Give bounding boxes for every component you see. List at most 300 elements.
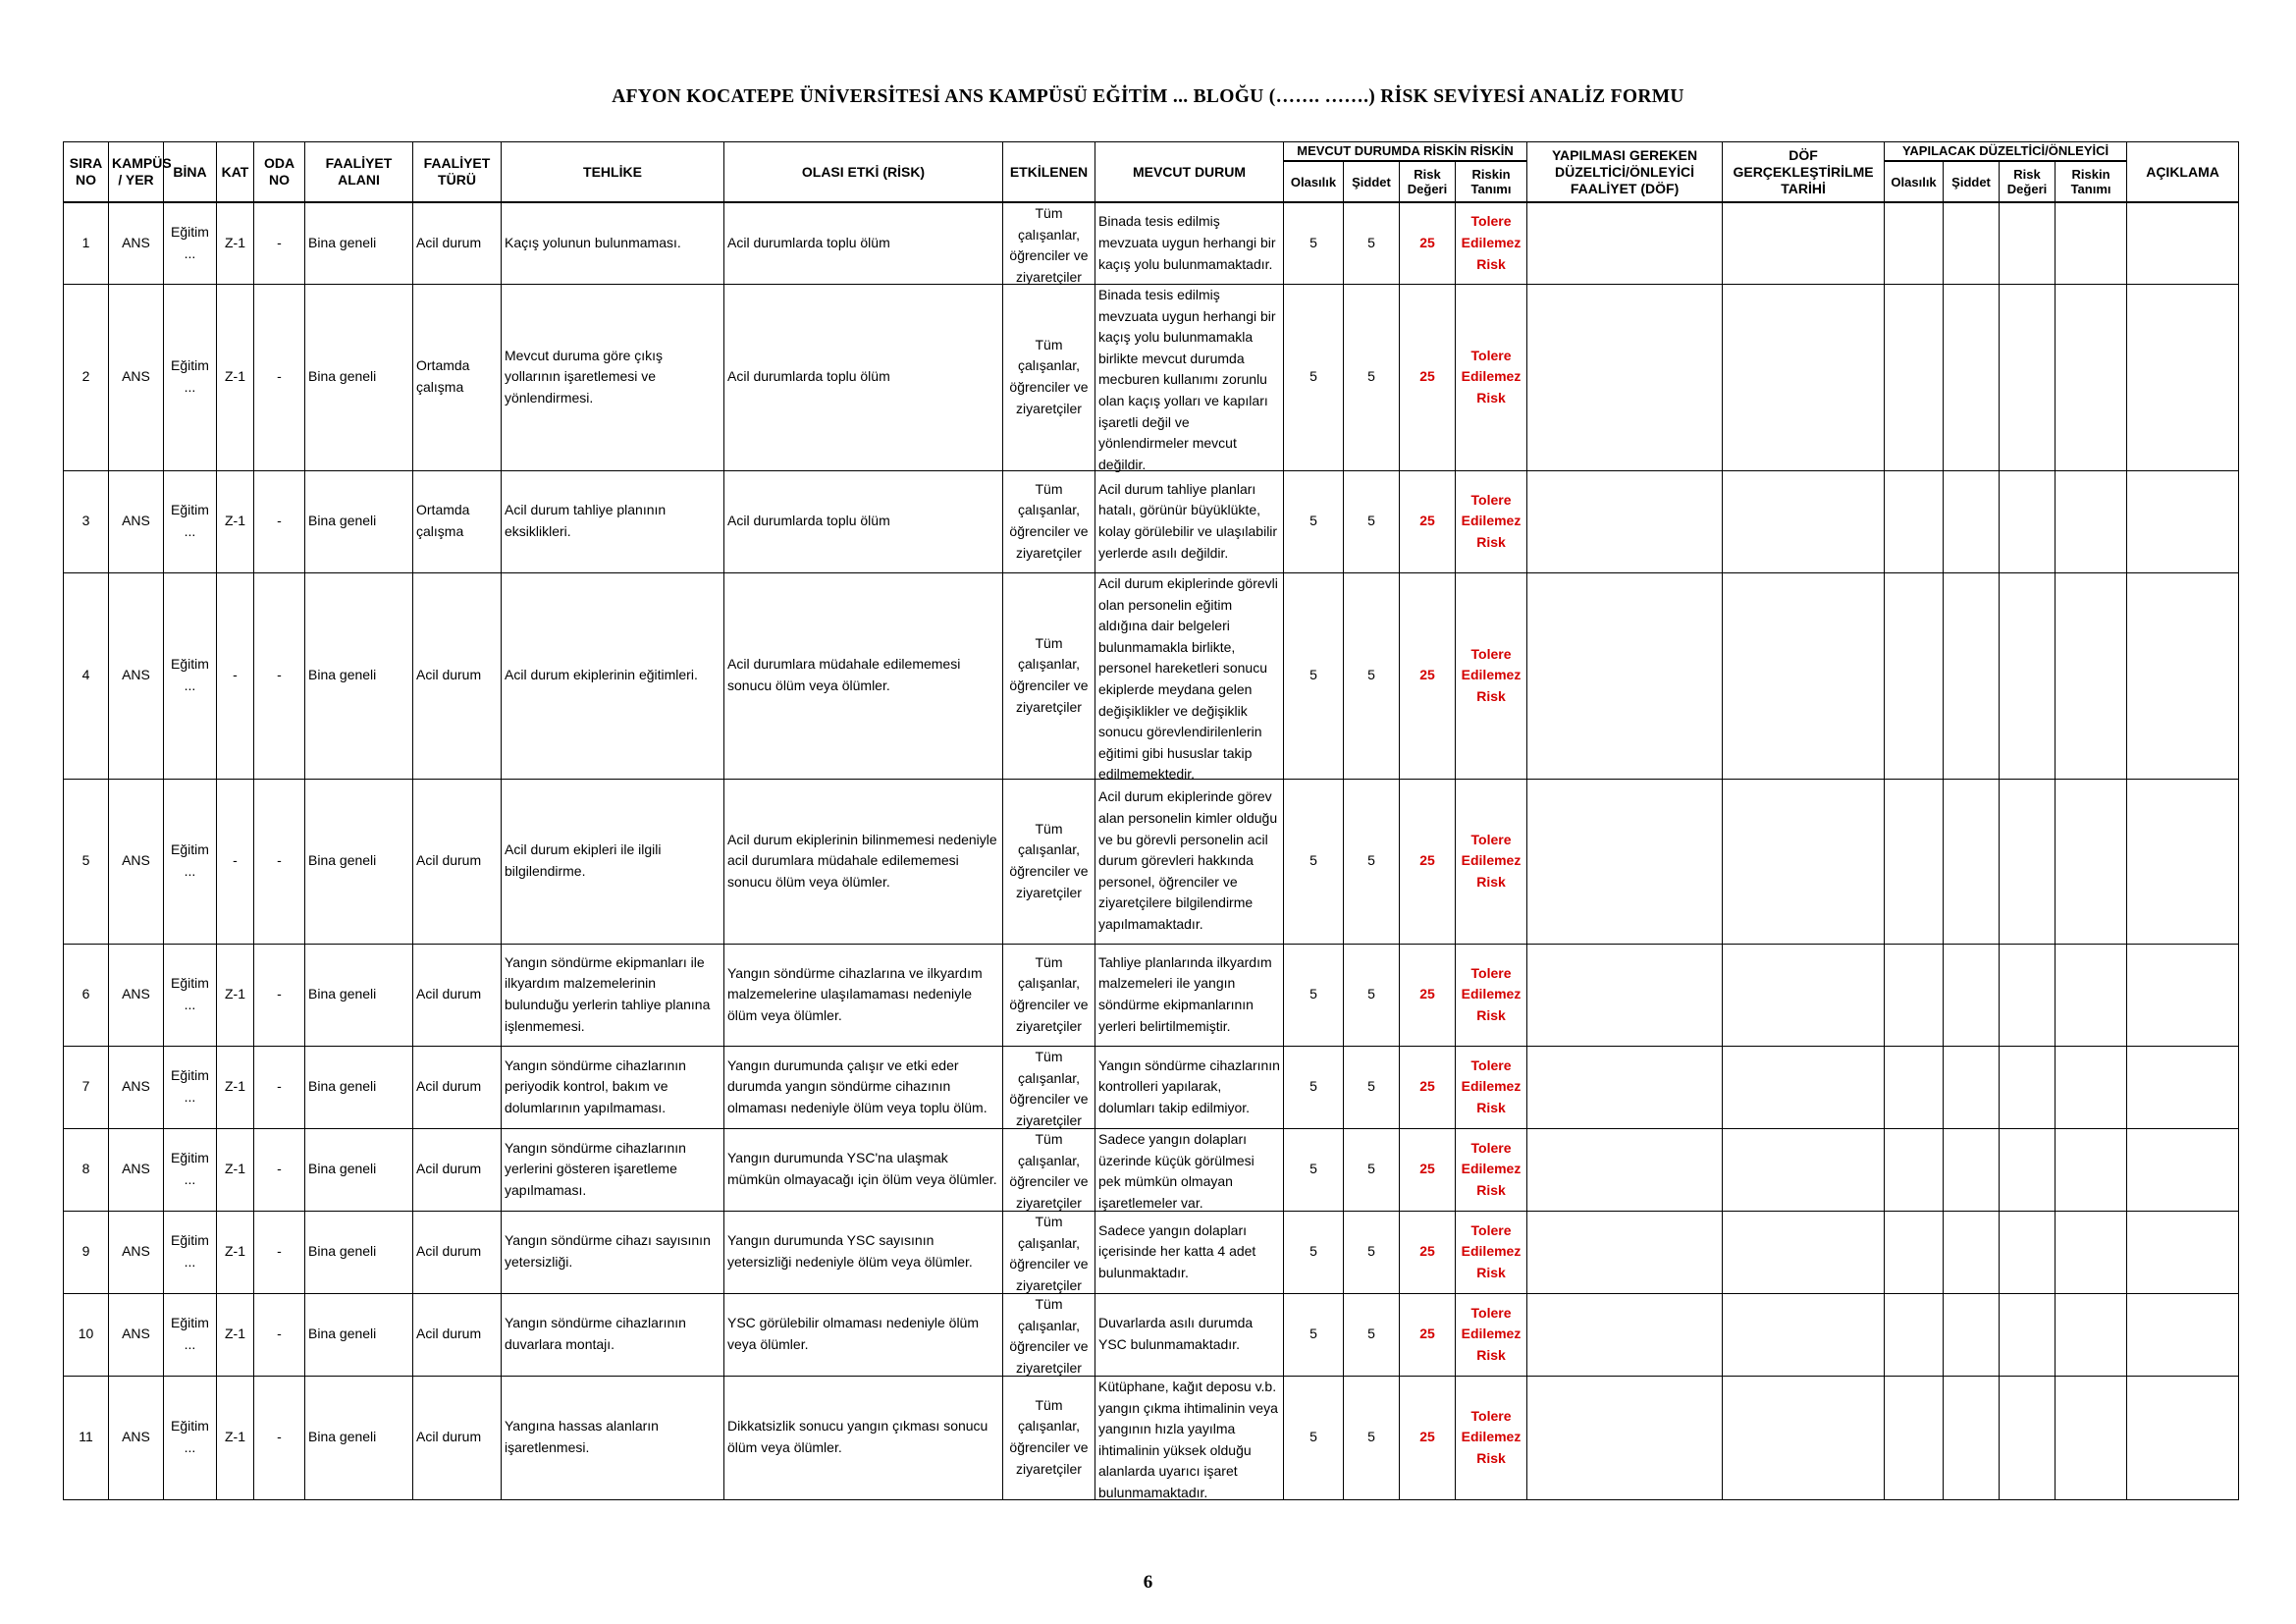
bina-text: Eğitim ... <box>171 1067 209 1105</box>
cell-mevcut-durum <box>1095 202 1284 284</box>
cell-olasilik <box>1284 779 1344 944</box>
cell-bina <box>164 1128 217 1211</box>
kat-text: - <box>233 852 238 869</box>
row-no-text: 2 <box>81 368 90 385</box>
cell-dof <box>1527 1376 1723 1499</box>
cell-etkilenen <box>1003 1046 1095 1128</box>
faaliyet-alani-text: Bina geneli <box>308 1326 377 1342</box>
cell-riskin-tanimi-2 <box>2056 1046 2127 1128</box>
cell-dof <box>1527 779 1723 944</box>
kat-text: Z-1 <box>225 1161 245 1177</box>
olasilik-text: 5 <box>1309 986 1317 1002</box>
cell-faaliyet-turu <box>413 1046 502 1128</box>
cell-risk-degeri <box>1400 1046 1456 1128</box>
etkilenen-text: Tüm çalışanlar, öğrenciler ve ziyaretçiler <box>1009 1049 1089 1128</box>
cell-riskin-tanimi-2 <box>2056 572 2127 779</box>
cell-olasilik <box>1284 284 1344 470</box>
faaliyet-alani-text: Bina geneli <box>308 1161 377 1177</box>
cell-riskin-tanimi <box>1456 1376 1527 1499</box>
olasi-etki-text: Dikkatsizlik sonucu yangın çıkması sonucu ölüm veya ölümler. <box>727 1418 988 1455</box>
cell-aciklama <box>2127 470 2239 572</box>
oda-no-text: - <box>277 1326 282 1342</box>
risk-analysis-table <box>63 141 2239 1500</box>
oda-no-text: - <box>277 852 282 869</box>
cell-oda-no <box>254 1376 305 1499</box>
cell-mevcut-durum <box>1095 470 1284 572</box>
cell-siddet-2 <box>1944 572 2000 779</box>
riskin-tanimi-text: Tolere Edilemez Risk <box>1461 831 1522 890</box>
faaliyet-turu-text: Acil durum <box>416 1078 482 1095</box>
kampus-text: ANS <box>122 1429 150 1445</box>
risk-degeri-text: 25 <box>1419 1161 1435 1177</box>
siddet-text: 5 <box>1367 1326 1375 1342</box>
cell-olasilik <box>1284 1293 1344 1376</box>
bina-text: Eğitim ... <box>171 1315 209 1352</box>
header-dof-tarih: DÖF GERÇEKLEŞTİRİLME TARİHİ <box>1723 142 1885 203</box>
cell-riskin-tanimi <box>1456 944 1527 1046</box>
cell-kampus <box>109 1376 164 1499</box>
cell-etkilenen <box>1003 284 1095 470</box>
cell-riskin-tanimi <box>1456 572 1527 779</box>
cell-risk-degeri <box>1400 1211 1456 1293</box>
olasilik-text: 5 <box>1309 667 1317 683</box>
tehlike-text: Yangın söndürme cihazlarının yerlerini gösteren işaretleme yapılmaması. <box>505 1139 686 1198</box>
cell-risk-degeri <box>1400 779 1456 944</box>
kampus-text: ANS <box>122 513 150 529</box>
riskin-tanimi-text: Tolere Edilemez Risk <box>1461 964 1522 1023</box>
cell-faaliyet-alani <box>305 202 413 284</box>
cell-risk-degeri <box>1400 1293 1456 1376</box>
mevcut-durum-text: Binada tesis edilmiş mevzuata uygun herhangi bir kaçış yolu bulunmamaktadır. <box>1098 213 1276 272</box>
cell-olasi-etki <box>724 1046 1003 1128</box>
cell-risk-degeri <box>1400 572 1456 779</box>
header-bina: BİNA <box>164 142 217 203</box>
kampus-text: ANS <box>122 1161 150 1177</box>
table-row <box>64 944 2239 1046</box>
cell-etkilenen <box>1003 470 1095 572</box>
cell-row-no <box>64 1293 109 1376</box>
cell-olasi-etki <box>724 470 1003 572</box>
cell-kat <box>217 284 254 470</box>
olasi-etki-text: Acil durumlarda toplu ölüm <box>727 368 890 385</box>
cell-tehlike <box>502 572 724 779</box>
risk-degeri-text: 25 <box>1419 234 1435 250</box>
cell-siddet-2 <box>1944 1046 2000 1128</box>
oda-no-text: - <box>277 667 282 683</box>
cell-riskin-tanimi-2 <box>2056 779 2127 944</box>
cell-olasi-etki <box>724 944 1003 1046</box>
etkilenen-text: Tüm çalışanlar, öğrenciler ve ziyaretçiler <box>1009 205 1089 286</box>
header-risk-degeri: Risk Değeri <box>1400 161 1456 202</box>
riskin-tanimi-text: Tolere Edilemez Risk <box>1461 1407 1522 1466</box>
cell-riskin-tanimi-2 <box>2056 1376 2127 1499</box>
cell-siddet-2 <box>1944 944 2000 1046</box>
cell-bina <box>164 944 217 1046</box>
cell-dof <box>1527 470 1723 572</box>
cell-row-no <box>64 944 109 1046</box>
cell-risk-degeri-2 <box>2000 1128 2056 1211</box>
cell-etkilenen <box>1003 1128 1095 1211</box>
kat-text: Z-1 <box>225 1243 245 1260</box>
cell-kampus <box>109 572 164 779</box>
mevcut-durum-text: Acil durum ekiplerinde görevli olan personelin eğitim aldığına dair belgeleri bulunmamakla birlikte, personel hareketleri sonucu ekiplerde meydana gelen değişiklikler ve değişiklik sonucu görevlendirilenlerin eğitimi gibi hususlar takip edilmemektedir. <box>1098 575 1278 783</box>
row-no-text: 7 <box>81 1078 90 1095</box>
row-no-text: 11 <box>79 1429 93 1445</box>
mevcut-durum-text: Tahliye planlarında ilkyardım malzemeleri ile yangın söndürme ekipmanlarının yerleri belirtilmemiştir. <box>1098 953 1272 1034</box>
faaliyet-turu-text: Acil durum <box>416 1243 482 1260</box>
cell-oda-no <box>254 1046 305 1128</box>
siddet-text: 5 <box>1367 1243 1375 1260</box>
cell-faaliyet-turu <box>413 1128 502 1211</box>
siddet-text: 5 <box>1367 986 1375 1002</box>
faaliyet-alani-text: Bina geneli <box>308 852 377 869</box>
riskin-tanimi-text: Tolere Edilemez Risk <box>1461 1139 1522 1198</box>
riskin-tanimi-text: Tolere Edilemez Risk <box>1461 1221 1522 1280</box>
cell-kampus <box>109 202 164 284</box>
cell-faaliyet-turu <box>413 1376 502 1499</box>
cell-kampus <box>109 1128 164 1211</box>
cell-mevcut-durum <box>1095 1211 1284 1293</box>
cell-faaliyet-turu <box>413 202 502 284</box>
cell-etkilenen <box>1003 1293 1095 1376</box>
cell-dof <box>1527 202 1723 284</box>
table-row <box>64 1128 2239 1211</box>
cell-tehlike <box>502 284 724 470</box>
cell-faaliyet-alani <box>305 1128 413 1211</box>
cell-riskin-tanimi <box>1456 1293 1527 1376</box>
olasi-etki-text: Acil durumlara müdahale edilememesi sonucu ölüm veya ölümler. <box>727 656 961 693</box>
cell-dof <box>1527 572 1723 779</box>
faaliyet-alani-text: Bina geneli <box>308 1243 377 1260</box>
cell-olasi-etki <box>724 202 1003 284</box>
form-title: AFYON KOCATEPE ÜNİVERSİTESİ ANS KAMPÜSÜ EĞİTİM ... BLOĞU (……. …….) RİSK SEVİYESİ ANALİZ FORMU <box>612 86 1684 107</box>
olasi-etki-text: YSC görülebilir olmaması nedeniyle ölüm veya ölümler. <box>727 1315 980 1352</box>
cell-kat <box>217 572 254 779</box>
olasilik-text: 5 <box>1309 1161 1317 1177</box>
cell-olasilik-2 <box>1885 470 1944 572</box>
header-faaliyet-turu: FAALİYET TÜRÜ <box>413 142 502 203</box>
risk-degeri-text: 25 <box>1419 1243 1435 1260</box>
cell-siddet-2 <box>1944 779 2000 944</box>
risk-degeri-text: 25 <box>1419 368 1435 385</box>
cell-row-no <box>64 1128 109 1211</box>
kat-text: Z-1 <box>225 1326 245 1342</box>
cell-olasi-etki <box>724 1376 1003 1499</box>
cell-faaliyet-alani <box>305 1046 413 1128</box>
cell-aciklama <box>2127 944 2239 1046</box>
siddet-text: 5 <box>1367 1429 1375 1445</box>
cell-oda-no <box>254 572 305 779</box>
risk-degeri-text: 25 <box>1419 513 1435 529</box>
mevcut-durum-text: Kütüphane, kağıt deposu v.b. yangın çıkma ihtimalinin veya yangının hızla yayılma ihtimalinin yüksek olduğu alanlarda uyarıcı işaret bulunmamaktadır. <box>1098 1379 1278 1500</box>
olasilik-text: 5 <box>1309 852 1317 869</box>
cell-tehlike <box>502 202 724 284</box>
mevcut-durum-text: Acil durum ekiplerinde görev alan personelin kimler olduğu ve bu görevli personelin acil durum görevleri hakkında personel, öğrenciler ve ziyaretçilere bilgilendirme yapılmamaktadır. <box>1098 788 1278 932</box>
cell-mevcut-durum <box>1095 572 1284 783</box>
cell-siddet <box>1344 944 1400 1046</box>
risk-degeri-text: 25 <box>1419 1326 1435 1342</box>
cell-bina <box>164 1046 217 1128</box>
risk-degeri-text: 25 <box>1419 1429 1435 1445</box>
faaliyet-turu-text: Acil durum <box>416 1161 482 1177</box>
cell-dof-tarih <box>1723 572 1885 779</box>
cell-olasilik-2 <box>1885 1293 1944 1376</box>
header-siddet-2: Şiddet <box>1944 161 2000 202</box>
cell-riskin-tanimi <box>1456 284 1527 470</box>
oda-no-text: - <box>277 1243 282 1260</box>
kat-text: Z-1 <box>225 986 245 1002</box>
bina-text: Eğitim ... <box>171 656 209 693</box>
etkilenen-text: Tüm çalışanlar, öğrenciler ve ziyaretçiler <box>1009 1214 1089 1293</box>
faaliyet-alani-text: Bina geneli <box>308 368 377 385</box>
cell-siddet <box>1344 1376 1400 1499</box>
risk-degeri-text: 25 <box>1419 986 1435 1002</box>
cell-faaliyet-turu <box>413 572 502 779</box>
cell-kat <box>217 1046 254 1128</box>
faaliyet-turu-text: Acil durum <box>416 986 482 1002</box>
mevcut-durum-text: Binada tesis edilmiş mevzuata uygun herhangi bir kaçış yolu bulunmamakla birlikte mevcut durumda mecburen kullanımı zorunlu olan kaçış yolları ve kapıları işaretli değil ve yönlendirmeler mevcut değildir. <box>1098 287 1276 472</box>
cell-riskin-tanimi-2 <box>2056 1293 2127 1376</box>
etkilenen-text: Tüm çalışanlar, öğrenciler ve ziyaretçiler <box>1009 634 1089 715</box>
cell-etkilenen <box>1003 944 1095 1046</box>
cell-bina <box>164 779 217 944</box>
cell-riskin-tanimi-2 <box>2056 470 2127 572</box>
kampus-text: ANS <box>122 1243 150 1260</box>
oda-no-text: - <box>277 1078 282 1095</box>
cell-olasilik <box>1284 1211 1344 1293</box>
cell-risk-degeri <box>1400 1128 1456 1211</box>
cell-dof-tarih <box>1723 1293 1885 1376</box>
cell-faaliyet-turu <box>413 779 502 944</box>
risk-degeri-text: 25 <box>1419 1078 1435 1095</box>
cell-risk-degeri-2 <box>2000 470 2056 572</box>
cell-kat <box>217 1293 254 1376</box>
cell-siddet-2 <box>1944 1293 2000 1376</box>
cell-riskin-tanimi-2 <box>2056 284 2127 470</box>
cell-kat <box>217 1128 254 1211</box>
cell-kat <box>217 1376 254 1499</box>
siddet-text: 5 <box>1367 1078 1375 1095</box>
cell-siddet <box>1344 1293 1400 1376</box>
cell-mevcut-durum <box>1095 284 1284 470</box>
olasilik-text: 5 <box>1309 513 1317 529</box>
cell-dof <box>1527 944 1723 1046</box>
cell-bina <box>164 202 217 284</box>
cell-bina <box>164 1211 217 1293</box>
header-mevcut-durum: MEVCUT DURUM <box>1095 142 1284 203</box>
olasi-etki-text: Yangın söndürme cihazlarına ve ilkyardım malzemelerine ulaşılamaması nedeniyle ölüm veya ölümler. <box>727 964 983 1023</box>
cell-etkilenen <box>1003 1376 1095 1499</box>
cell-tehlike <box>502 1211 724 1293</box>
tehlike-text: Kaçış yolunun bulunmaması. <box>505 234 681 250</box>
cell-aciklama <box>2127 1128 2239 1211</box>
cell-mevcut-durum <box>1095 1376 1284 1499</box>
bina-text: Eğitim ... <box>171 1150 209 1187</box>
kampus-text: ANS <box>122 368 150 385</box>
table-row <box>64 470 2239 572</box>
faaliyet-turu-text: Acil durum <box>416 1429 482 1445</box>
row-no-text: 5 <box>81 852 90 869</box>
cell-faaliyet-alani <box>305 470 413 572</box>
cell-riskin-tanimi <box>1456 779 1527 944</box>
cell-olasi-etki <box>724 284 1003 470</box>
cell-row-no <box>64 1046 109 1128</box>
cell-kat <box>217 1211 254 1293</box>
cell-dof <box>1527 1293 1723 1376</box>
kat-text: Z-1 <box>225 234 245 250</box>
cell-tehlike <box>502 470 724 572</box>
cell-oda-no <box>254 1128 305 1211</box>
row-no-text: 8 <box>81 1161 90 1177</box>
cell-risk-degeri-2 <box>2000 1211 2056 1293</box>
tehlike-text: Mevcut duruma göre çıkış yollarının işaretlemesi ve yönlendirmesi. <box>505 347 664 406</box>
faaliyet-alani-text: Bina geneli <box>308 234 377 250</box>
oda-no-text: - <box>277 234 282 250</box>
bina-text: Eğitim ... <box>171 1232 209 1270</box>
header-row-1 <box>64 142 2239 162</box>
faaliyet-alani-text: Bina geneli <box>308 1429 377 1445</box>
cell-risk-degeri <box>1400 284 1456 470</box>
header-olasilik: Olasılık <box>1284 161 1344 202</box>
riskin-tanimi-text: Tolere Edilemez Risk <box>1461 347 1522 406</box>
cell-faaliyet-alani <box>305 944 413 1046</box>
cell-tehlike <box>502 1293 724 1376</box>
olasi-etki-text: Acil durumlarda toplu ölüm <box>727 234 890 250</box>
header-yapilacak-group: YAPILACAK DÜZELTİCİ/ÖNLEYİCİ <box>1885 142 2127 162</box>
cell-aciklama <box>2127 779 2239 944</box>
table-body <box>64 202 2239 1499</box>
cell-olasi-etki <box>724 1293 1003 1376</box>
cell-dof-tarih <box>1723 1128 1885 1211</box>
cell-row-no <box>64 284 109 470</box>
oda-no-text: - <box>277 368 282 385</box>
cell-risk-degeri <box>1400 202 1456 284</box>
faaliyet-turu-text: Acil durum <box>416 234 482 250</box>
cell-dof-tarih <box>1723 779 1885 944</box>
bina-text: Eğitim ... <box>171 975 209 1012</box>
cell-oda-no <box>254 284 305 470</box>
cell-olasilik-2 <box>1885 1046 1944 1128</box>
cell-olasilik <box>1284 1376 1344 1499</box>
cell-dof <box>1527 284 1723 470</box>
cell-risk-degeri-2 <box>2000 779 2056 944</box>
cell-olasi-etki <box>724 572 1003 779</box>
header-aciklama: AÇIKLAMA <box>2127 142 2239 203</box>
cell-faaliyet-alani <box>305 1376 413 1499</box>
table-row <box>64 779 2239 944</box>
cell-dof <box>1527 1128 1723 1211</box>
cell-kat <box>217 470 254 572</box>
faaliyet-turu-text: Ortamda çalışma <box>416 357 470 395</box>
faaliyet-alani-text: Bina geneli <box>308 667 377 683</box>
olasilik-text: 5 <box>1309 1078 1317 1095</box>
cell-siddet <box>1344 1211 1400 1293</box>
kampus-text: ANS <box>122 1078 150 1095</box>
cell-bina <box>164 284 217 470</box>
header-olasilik-2: Olasılık <box>1885 161 1944 202</box>
oda-no-text: - <box>277 1429 282 1445</box>
cell-riskin-tanimi-2 <box>2056 202 2127 284</box>
header-kat: KAT <box>217 142 254 203</box>
faaliyet-turu-text: Ortamda çalışma <box>416 502 470 539</box>
header-riskin-tanimi-2: Riskin Tanımı <box>2056 161 2127 202</box>
header-mevcut-group: MEVCUT DURUMDA RİSKİN RİSKİN <box>1284 142 1527 162</box>
header-sira-no: SIRA NO <box>64 142 109 203</box>
cell-olasi-etki <box>724 1211 1003 1293</box>
cell-dof-tarih <box>1723 1211 1885 1293</box>
table-row <box>64 1211 2239 1293</box>
tehlike-text: Acil durum tahliye planının eksiklikleri. <box>505 502 667 539</box>
cell-etkilenen <box>1003 779 1095 944</box>
cell-dof <box>1527 1211 1723 1293</box>
cell-oda-no <box>254 779 305 944</box>
cell-olasilik-2 <box>1885 1128 1944 1211</box>
row-no-text: 1 <box>81 234 90 250</box>
cell-olasilik <box>1284 202 1344 284</box>
cell-tehlike <box>502 1046 724 1128</box>
cell-faaliyet-turu <box>413 944 502 1046</box>
cell-faaliyet-turu <box>413 284 502 470</box>
faaliyet-alani-text: Bina geneli <box>308 513 377 529</box>
cell-risk-degeri <box>1400 470 1456 572</box>
table-row <box>64 202 2239 284</box>
cell-kampus <box>109 1211 164 1293</box>
cell-siddet-2 <box>1944 284 2000 470</box>
cell-riskin-tanimi <box>1456 470 1527 572</box>
cell-tehlike <box>502 779 724 944</box>
row-no-text: 10 <box>78 1326 94 1342</box>
siddet-text: 5 <box>1367 234 1375 250</box>
cell-row-no <box>64 779 109 944</box>
cell-aciklama <box>2127 572 2239 779</box>
cell-aciklama <box>2127 1376 2239 1499</box>
etkilenen-text: Tüm çalışanlar, öğrenciler ve ziyaretçiler <box>1009 953 1089 1034</box>
faaliyet-alani-text: Bina geneli <box>308 1078 377 1095</box>
etkilenen-text: Tüm çalışanlar, öğrenciler ve ziyaretçiler <box>1009 336 1089 416</box>
cell-olasilik-2 <box>1885 1376 1944 1499</box>
cell-kat <box>217 779 254 944</box>
cell-risk-degeri-2 <box>2000 944 2056 1046</box>
cell-mevcut-durum <box>1095 944 1284 1046</box>
risk-degeri-text: 25 <box>1419 667 1435 683</box>
olasilik-text: 5 <box>1309 1429 1317 1445</box>
cell-aciklama <box>2127 284 2239 470</box>
cell-riskin-tanimi-2 <box>2056 1128 2127 1211</box>
cell-siddet <box>1344 779 1400 944</box>
cell-bina <box>164 572 217 779</box>
kampus-text: ANS <box>122 1326 150 1342</box>
cell-kampus <box>109 470 164 572</box>
kat-text: Z-1 <box>225 1078 245 1095</box>
siddet-text: 5 <box>1367 852 1375 869</box>
cell-mevcut-durum <box>1095 1293 1284 1376</box>
cell-siddet <box>1344 1128 1400 1211</box>
row-no-text: 6 <box>81 986 90 1002</box>
cell-olasilik-2 <box>1885 202 1944 284</box>
cell-aciklama <box>2127 1211 2239 1293</box>
faaliyet-turu-text: Acil durum <box>416 667 482 683</box>
cell-risk-degeri-2 <box>2000 1293 2056 1376</box>
etkilenen-text: Tüm çalışanlar, öğrenciler ve ziyaretçiler <box>1009 1296 1089 1376</box>
kampus-text: ANS <box>122 986 150 1002</box>
faaliyet-turu-text: Acil durum <box>416 852 482 869</box>
olasi-etki-text: Yangın durumunda YSC'na ulaşmak mümkün olmayacağı için ölüm veya ölümler. <box>727 1150 997 1187</box>
cell-kampus <box>109 1293 164 1376</box>
kat-text: Z-1 <box>225 1429 245 1445</box>
cell-oda-no <box>254 944 305 1046</box>
cell-row-no <box>64 572 109 779</box>
cell-siddet-2 <box>1944 1211 2000 1293</box>
